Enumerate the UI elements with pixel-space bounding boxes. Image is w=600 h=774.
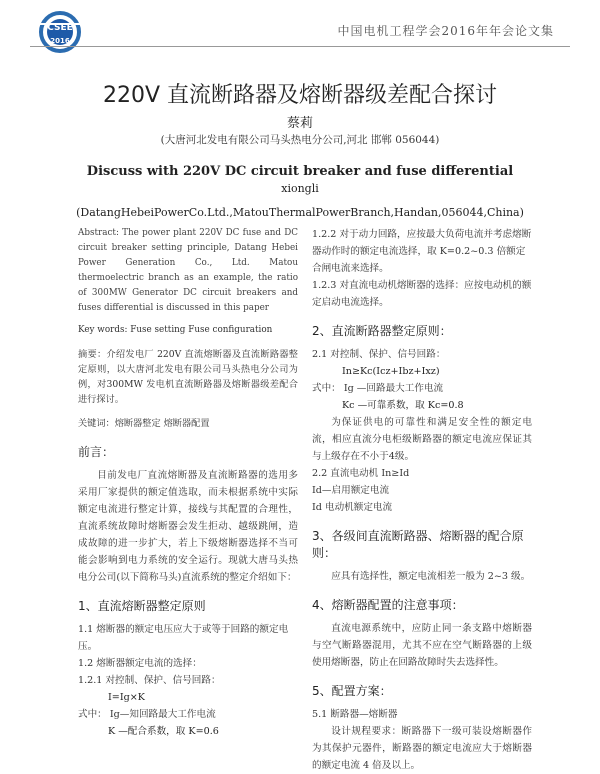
section-4-heading: 4、熔断器配置的注意事项： — [312, 598, 464, 612]
abstract-en: Abstract: The power plant 220V DC fuse and DC circuit breaker setting principle, Datang Hebei Power Generation Co., Ltd. Matou thermoelectric branch as an example, the ratio of 300MW Generator DC circuit breakers and fuses differential is discussed in this paper — [78, 228, 298, 313]
section-1-2-2: 1.2.2 对于动力回路，应按最大负荷电流并考虑熔断器动作时的额定电流选择，取 K=0.2~0.3 倍额定合闸电流来选择。 — [312, 229, 532, 274]
english-author: xiongli — [281, 182, 319, 195]
paper-title: 220V 直流断路器及熔断器级差配合探讨 — [102, 83, 498, 108]
formula-2: In≥Kc(Icz+Ibz+Ixz) — [342, 366, 440, 377]
section-2-2: 2.2 直流电动机 In≥Id — [312, 468, 410, 479]
section-3-heading: 3、各级间直流断路器、熔断器的配合原则： — [312, 529, 524, 560]
section-5-1: 5.1 断路器—熔断器 — [312, 709, 398, 720]
section-1-1: 1.1 熔断器的额定电压应大于或等于回路的额定电压。 — [78, 624, 289, 652]
where-6: Id 电动机额定电流 — [312, 502, 393, 513]
where-4: Kc —可靠系数，取 Kc=0.8 — [342, 400, 464, 411]
foreword-heading: 前言： — [78, 445, 115, 459]
section-1-2-1: 1.2.1 对控制、保护、信号回路： — [78, 675, 221, 686]
foreword-text: 目前发电厂直流熔断器及直流断路器的选用多采用厂家提供的额定值选取，而未根据系统中实际额定电流进行整定计算，接线与其配置的合理性，直流系统故障时熔断器会发生拒动、越级跳闸，造成故障的进一步扩大，若上下级熔断器选择不当可能会影响到电力系统的安全运行。现就大唐马头热电分公司(以下简称马头)直流系统的整定介绍如下： — [78, 470, 298, 583]
left-column — [78, 226, 298, 740]
section-5-heading: 5、配置方案： — [312, 684, 392, 698]
author: 蔡莉 — [286, 116, 313, 131]
logo-year: 2016 — [50, 37, 70, 45]
journal-header: 中国电机工程学会2016年年会论文集 — [337, 24, 554, 38]
section-2-1: 2.1 对控制、保护、信号回路： — [312, 349, 446, 360]
english-title: Discuss with 220V DC circuit breaker and fuse differential — [86, 164, 514, 179]
affiliation: (大唐河北发电有限公司马头热电分公司,河北 邯郸 056044) — [160, 134, 440, 146]
section-2-heading: 2、直流断路器整定原则： — [312, 324, 452, 338]
where-3: 式中： Ig —回路最大工作电流 — [312, 383, 444, 394]
where-1: 式中： Ig—知回路最大工作电流 — [78, 709, 216, 720]
logo-text: CSEE — [47, 23, 73, 33]
section-1-heading: 1、直流熔断器整定原则 — [78, 599, 206, 613]
formula-1: I=Ig×K — [108, 692, 145, 703]
english-affiliation: (DatangHebeiPowerCo.Ltd.,MatouThermalPowerBranch,Handan,056044,China) — [76, 206, 524, 219]
society-logo — [36, 10, 102, 54]
right-column — [312, 226, 532, 774]
where-2: K —配合系数，取 K=0.6 — [108, 726, 219, 737]
section-1-2: 1.2 熔断器额定电流的选择： — [78, 658, 202, 669]
section-5-text: 设计规程要求：断路器下一级可装设熔断器作为其保护元器件，断路器的额定电流应大于熔断器的额定电流 4 倍及以上。 — [312, 726, 532, 771]
section-4-text: 直流电源系统中，应防止同一条支路中熔断器与空气断路器混用，尤其不应在空气断路器的上级使用熔断器，防止在回路故障时失去选择性。 — [312, 623, 532, 668]
section-2-text: 为保证供电的可靠性和满足安全性的额定电流，相应直流分电柜级断路器的额定电流应保证其与上级存在不小于4级。 — [312, 417, 532, 462]
keywords-zh: 关键词：熔断器整定 熔断器配置 — [78, 418, 210, 429]
section-3-text: 应具有选择性，额定电流相差一般为 2~3 级。 — [331, 571, 531, 582]
abstract-zh: 摘要：介绍发电厂 220V 直流熔断器及直流断路器整定原则，以大唐河北发电有限公司马头热电分公司为例，对300MW 发电机直流断路器及熔断器级差配合进行探讨。 — [78, 349, 298, 405]
header-rule — [30, 46, 570, 47]
section-1-2-3: 1.2.3 对直流电动机熔断器的选择：应按电动机的额定启动电流选择。 — [312, 280, 532, 308]
keywords-en: Key words: Fuse setting Fuse configuration — [78, 325, 273, 335]
where-5: Id—启用额定电流 — [312, 485, 390, 496]
